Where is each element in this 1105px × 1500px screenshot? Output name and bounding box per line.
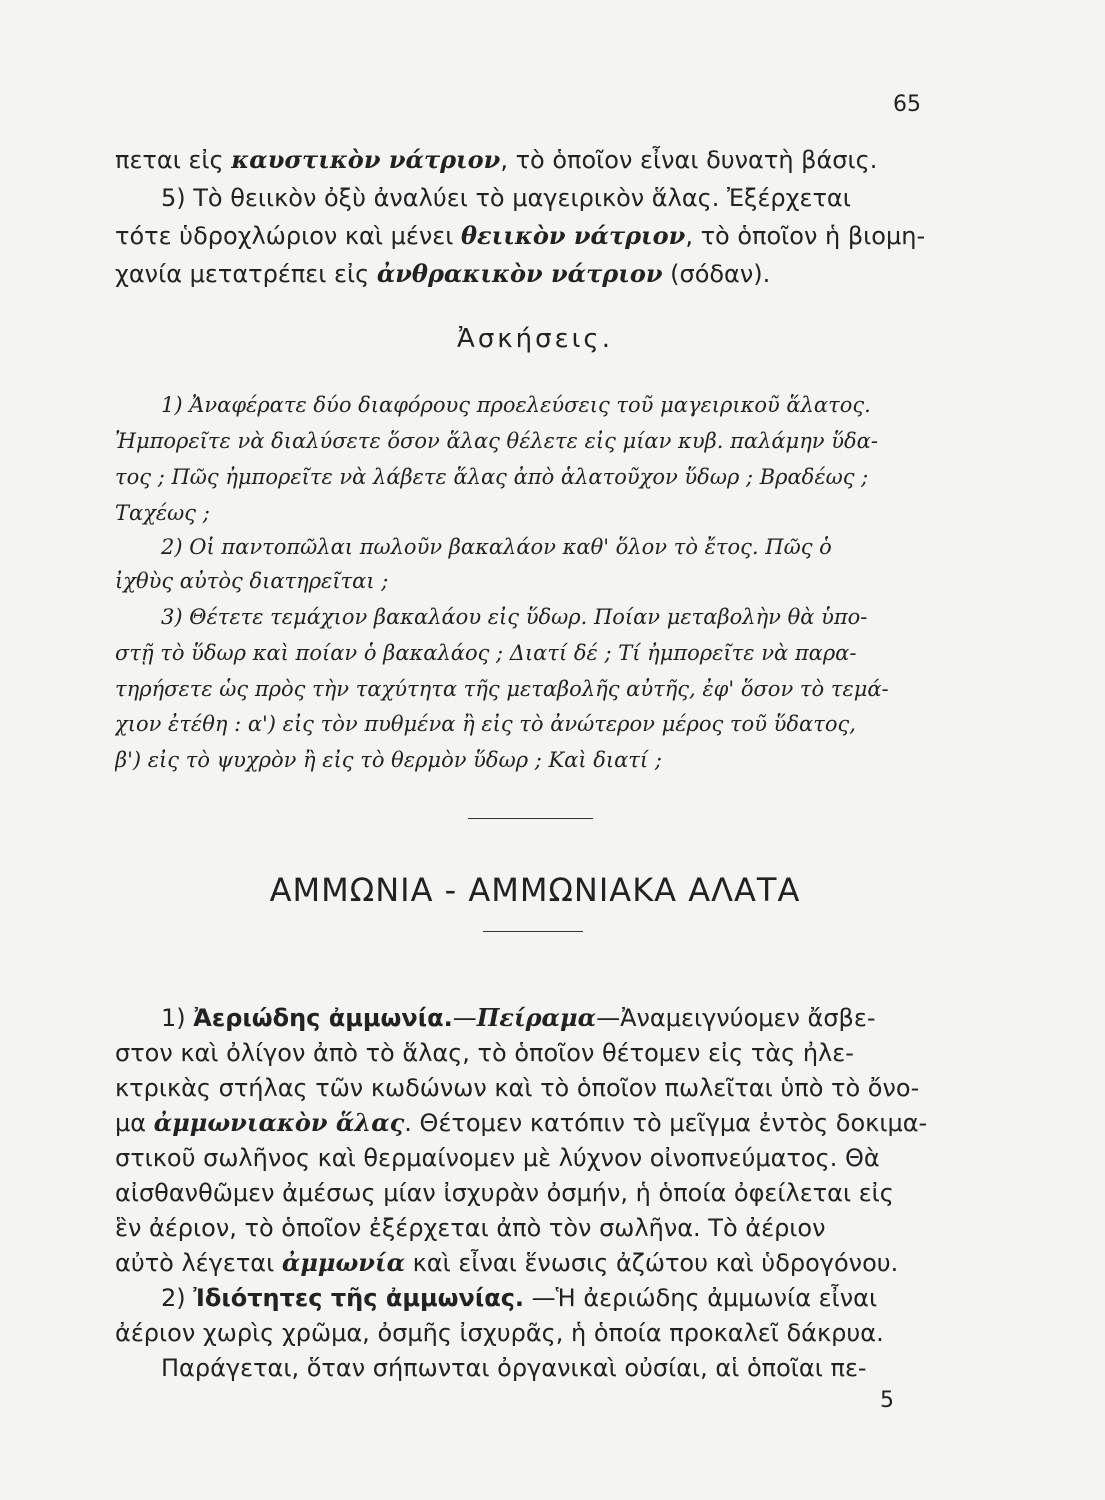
exercise-line: β') εἰς τὸ ψυχρὸν ἢ εἰς τὸ θερμὸν ὕδωρ ; Καὶ διατί ;: [115, 748, 662, 772]
text-line: μα ἀμμωνιακὸν ἅλας. Θέτομεν κατόπιν τὸ μεῖγμα ἐντὸς δοκιμα-: [115, 1108, 928, 1137]
text-line: ἀέριον χωρὶς χρῶμα, ὀσμῆς ἰσχυρᾶς, ἡ ὁποία προκαλεῖ δάκρυα.: [115, 1319, 884, 1347]
text-line: κτρικὰς στήλας τῶν κωδώνων καὶ τὸ ὁποῖον πωλεῖται ὑπὸ τὸ ὄνο-: [115, 1074, 920, 1102]
exercise-line: στῇ τὸ ὕδωρ καὶ ποίαν ὁ βακαλάος ; Διατί δέ ; Τί ἠμπορεῖτε νὰ παρα-: [115, 641, 857, 665]
exercise-line: τηρήσετε ὡς πρὸς τὴν ταχύτητα τῆς μεταβολῆς αὐτῆς, ἐφ' ὅσον τὸ τεμά-: [115, 677, 889, 701]
exercises-heading: Ἀσκήσεις.: [457, 324, 613, 354]
text-line: 1) Ἀεριώδης ἀμμωνία.—Πείραμα—Ἀναμειγνύομεν ἄσβε-: [161, 1003, 876, 1032]
text-line: 2) Ἰδιότητες τῆς ἀμμωνίας. —Ἡ ἀεριώδης ἀμμωνία εἶναι: [161, 1284, 878, 1312]
signature-mark: 5: [880, 1388, 894, 1413]
exercise-line: 3) Θέτετε τεμάχιον βακαλάου εἰς ὕδωρ. Ποίαν μεταβολὴν θὰ ὑπο-: [161, 605, 868, 629]
text-line: πεται εἰς καυστικὸν νάτριον, τὸ ὁποῖον εἶναι δυνατὴ βάσις.: [115, 145, 878, 174]
exercise-line: 2) Οἱ παντοπῶλαι πωλοῦν βακαλάον καθ' ὅλον τὸ ἔτος. Πῶς ὁ: [161, 535, 832, 559]
exercise-line: Ἠμπορεῖτε νὰ διαλύσετε ὅσον ἅλας θέλετε εἰς μίαν κυβ. παλάμην ὕδα-: [115, 429, 878, 453]
text-line: Παράγεται, ὅταν σήπωνται ὀργανικαὶ οὐσίαι, αἱ ὁποῖαι πε-: [161, 1354, 867, 1382]
text-line: στον καὶ ὀλίγον ἀπὸ τὸ ἅλας, τὸ ὁποῖον θέτομεν εἰς τὰς ἠλε-: [115, 1039, 854, 1067]
text-line: ἓν ἀέριον, τὸ ὁποῖον ἐξέρχεται ἀπὸ τὸν σωλῆνα. Τὸ ἀέριον: [115, 1214, 826, 1242]
text-line: αἰσθανθῶμεν ἀμέσως μίαν ἰσχυρὰν ὀσμήν, ἡ ὁποία ὀφείλεται εἰς: [115, 1179, 894, 1207]
exercise-line: χιον ἐτέθη : α') εἰς τὸν πυθμένα ἢ εἰς τὸ ἀνώτερον μέρος τοῦ ὕδατος,: [115, 712, 856, 736]
exercise-line: 1) Ἀναφέρατε δύο διαφόρους προελεύσεις τοῦ μαγειρικοῦ ἅλατος.: [161, 393, 871, 417]
text-line: στικοῦ σωλῆνος καὶ θερμαίνομεν μὲ λύχνον οἰνοπνεύματος. Θὰ: [115, 1144, 880, 1172]
text-line: χανία μετατρέπει εἰς ἀνθρακικὸν νάτριον (σόδαν).: [115, 259, 771, 288]
section-title: ΑΜΜΩΝΙΑ - ΑΜΜΩΝΙΑΚΑ ΑΛΑΤΑ: [269, 871, 801, 909]
exercise-line: τος ; Πῶς ἠμπορεῖτε νὰ λάβετε ἅλας ἀπὸ ἁλατοῦχον ὕδωρ ; Βραδέως ;: [115, 465, 869, 489]
divider-rule: [483, 931, 583, 932]
exercise-line: ἰχθὺς αὐτὸς διατηρεῖται ;: [115, 569, 389, 593]
page-number: 65: [893, 92, 921, 117]
text-line: τότε ὑδροχλώριον καὶ μένει θειικὸν νάτριον, τὸ ὁποῖον ἡ βιομη-: [115, 221, 926, 250]
text-line: 5) Τὸ θειικὸν ὀξὺ ἀναλύει τὸ μαγειρικὸν ἅλας. Ἐξέρχεται: [161, 184, 851, 212]
divider-rule: [468, 818, 593, 819]
text-line: αὐτὸ λέγεται ἀμμωνία καὶ εἶναι ἕνωσις ἀζώτου καὶ ὑδρογόνου.: [115, 1248, 899, 1277]
exercise-line: Ταχέως ;: [115, 501, 210, 525]
